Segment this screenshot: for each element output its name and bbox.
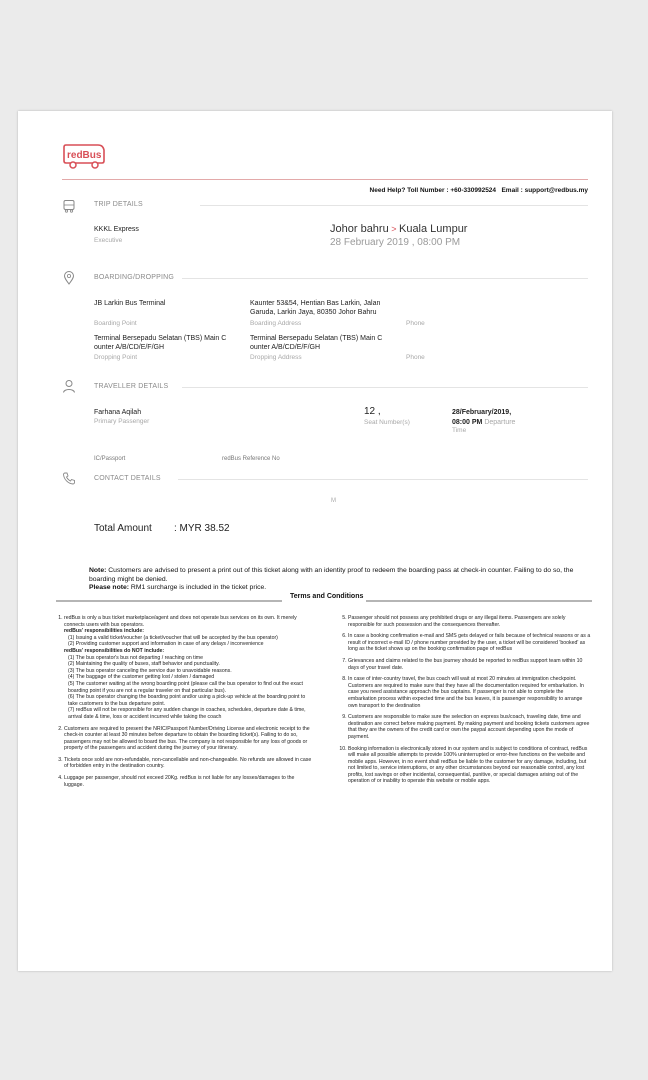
departure-date: 28/February/2019, xyxy=(452,409,512,416)
note-text: Customers are advised to present a print out of this ticket along with an identity proof to redeem the boarding pass at check-in counter. Failing to do so, the boarding might be denied. xyxy=(89,567,574,583)
boarding-address-label: Boarding Address xyxy=(250,320,302,327)
term-1-g: (5) The customer waiting at the wrong boarding point (please call the bus operator to find out the exact boarding point if you are not a regular traveler on that particular bus). xyxy=(68,680,303,694)
seat-number-label: Seat Number(s) xyxy=(364,419,410,426)
term-item: 7. Grievances and claims related to the bus journey should be reported to redBus support team within 10 days of your travel date. xyxy=(348,658,592,671)
contact-mark: M xyxy=(331,498,336,504)
departure-time-row xyxy=(452,418,515,427)
time-label: Time xyxy=(452,427,467,434)
dropping-point: Terminal Bersepadu Selatan (TBS) Main C ounter A/B/CD/E/F/GH xyxy=(94,335,227,351)
terms-rule-left xyxy=(56,600,282,602)
ticket-page xyxy=(18,111,612,971)
user-icon xyxy=(62,379,76,393)
redbus-logo xyxy=(62,144,106,175)
support-email: support@redbus.my xyxy=(524,187,588,194)
dropping-address: Terminal Bersepadu Selatan (TBS) Main C ounter A/B/CD/E/F/GH xyxy=(250,335,383,351)
contact-divider xyxy=(178,479,588,480)
boarding-point: JB Larkin Bus Terminal xyxy=(94,300,166,307)
route-arrow-icon: > xyxy=(388,224,399,234)
term-1-c: (1) The bus operator's bus not departing / reaching on time xyxy=(68,654,203,661)
boarding-divider xyxy=(182,278,588,279)
trip-divider xyxy=(200,205,588,206)
total-amount-value: : MYR 38.52 xyxy=(174,523,230,534)
route-from: Johor bahru xyxy=(330,223,389,235)
term-1-text: 1. redBus is only a bus ticket marketplace/agent and does not operate bus services on its own. It merely connects users with bus operators. xyxy=(64,615,297,628)
ticket-note xyxy=(89,567,589,593)
id-passport-label: IC/Passport xyxy=(94,456,126,462)
help-contact xyxy=(370,187,588,194)
trip-details-title: TRIP DETAILS xyxy=(94,201,143,208)
logo-text: redBus xyxy=(67,150,102,161)
dropping-phone-label: Phone xyxy=(406,354,425,361)
bus-logo-icon xyxy=(62,144,106,170)
departure-label: Departure xyxy=(484,419,516,426)
term-1-b: (2) Providing customer support and information in case of any delays / inconvenience xyxy=(68,641,264,648)
route xyxy=(330,223,467,235)
boarding-phone-label: Phone xyxy=(406,320,425,327)
note-label: Note: xyxy=(89,567,107,574)
terms-right-column xyxy=(336,615,592,790)
seat-number: 12 , xyxy=(364,406,381,417)
dropping-point-label: Dropping Point xyxy=(94,354,137,361)
term-1-heading-exclude: redBus' responsibilities do NOT include: xyxy=(64,647,165,654)
term-item: 4. Luggage per passenger, should not exceed 20Kg. redBus is not liable for any losses/damages to the luggage. xyxy=(64,775,314,788)
dropping-address-label: Dropping Address xyxy=(250,354,302,361)
passenger-name: Farhana Aqilah xyxy=(94,409,142,416)
departure-time: 08:00 PM xyxy=(452,419,483,426)
reference-label: redBus Reference No xyxy=(222,456,280,462)
phone-icon xyxy=(62,471,76,485)
term-item: 3. Tickets once sold are non-refundable, non-cancellable and non-changeable. No refunds are allowed in case of forbidden entry in the destination country. xyxy=(64,757,314,770)
toll-number: +60-330992524 xyxy=(450,187,497,194)
term-1-a: (1) Issuing a valid ticket/voucher (a ticket/voucher that will be accepted by the bus operator) xyxy=(68,634,278,641)
bus-icon xyxy=(62,199,76,213)
term-item: 9. Customers are responsible to make sure the selection on express bus/coach, traveling date, time and destination are correct before making payment. By making payment and booking tickets customers agree that they are the owners of the credit card or own the paypal account depending upon the mode of payment. xyxy=(348,714,592,740)
traveller-divider xyxy=(182,387,588,388)
term-1-f: (4) The baggage of the customer getting lost / stolen / damaged xyxy=(68,674,215,681)
terms-left-column xyxy=(52,615,314,793)
please-note-label: Please note: xyxy=(89,584,130,591)
boarding-point-label: Boarding Point xyxy=(94,320,137,327)
route-to: Kuala Lumpur xyxy=(398,223,468,235)
term-item: 10. Booking information is electronically stored in our system and is subject to conditions of contract, redBus will make all possible attempts to provide 100% uninterrupted or error-free functions on the website and mobile apps. However, in no event shall redBus be liable to the customer for any damage, including, but not limited to, service interruptions, or any other circumstances beyond our reasonable control, any lost profits, lost savings or other incidental, consequential, punitive, or special damages arising out of the operation of or inability to operate this website or mobile apps. xyxy=(348,746,592,786)
trip-datetime: 28 February 2019 , 08:00 PM xyxy=(330,237,461,248)
terms-rule-right xyxy=(366,600,592,602)
please-note-text: RM1 surcharge is included in the ticket price. xyxy=(129,584,267,591)
term-item: 6. In case a booking confirmation e-mail and SMS gets delayed or fails because of technical reasons or as a result of incorrect e-mail ID / phone number provided by the user, a ticket will be considered 'booked' as long as the ticket shows up on the booking confirmation page of redBus xyxy=(348,633,592,653)
traveller-title: TRAVELLER DETAILS xyxy=(94,383,169,390)
term-1-h: (6) The bus operator changing the boarding point and/or using a pick-up vehicle at the boarding point to take customers to the bus departure point. xyxy=(68,694,306,707)
bus-type: Executive xyxy=(94,237,123,244)
term-1-i: (7) redBus will not be responsible for any sudden change in coaches, schedules, departure date & time, arrival date & time, loss or accident incurred while taking the coach xyxy=(68,707,306,720)
passenger-role: Primary Passenger xyxy=(94,418,150,425)
term-item: 2. Customers are required to present the NRIC/Passport Number/Driving License and electronic receipt to the check-in counter at least 30 minutes before departure to obtain the boarding ticket(s). Failing to do so, passengers may not be allowed to board the bus. The company is not responsible for any loss of goods or property of the passengers and accident during the journey of your itinerary. xyxy=(64,726,314,752)
help-label: Need Help? Toll Number : xyxy=(369,187,451,194)
term-item: 8. In case of inter-country travel, the bus coach will wait at most 20 minutes at immigration checkpoint. Customers are required to make sure that they have all the documentation required for embarkation. In case you need assistance approach the bus captains. If passenger is not able to complete the embarkation process within expected time and the bus leaves, it is passenger responsibility to arrange own transport to the destination xyxy=(348,676,592,709)
term-1-d: (2) Maintaining the quality of buses, staff behavior and punctuality. xyxy=(68,661,220,668)
location-pin-icon xyxy=(62,271,76,285)
term-1-e: (3) The bus operator canceling the service due to unavoidable reasons. xyxy=(68,667,232,674)
header-divider xyxy=(62,179,588,180)
boarding-address: Kaunter 53&54, Hentian Bas Larkin, Jalan Garuda, Larkin Jaya, 80350 Johor Bahru xyxy=(250,300,381,316)
boarding-title: BOARDING/DROPPING xyxy=(94,274,175,281)
term-item: 5. Passenger should not possess any prohibited drugs or any illegal items. Passengers are solely responsible for such possession and the consequences thereafter. xyxy=(348,615,592,628)
email-label: Email : xyxy=(501,187,525,194)
terms-title: Terms and Conditions xyxy=(290,593,364,600)
operator-name: KKKL Express xyxy=(94,226,139,233)
contact-title: CONTACT DETAILS xyxy=(94,475,161,482)
term-1-heading-include: redBus' responsibilities include: xyxy=(64,628,144,635)
total-amount-label: Total Amount xyxy=(94,523,152,534)
term-item xyxy=(64,615,314,721)
